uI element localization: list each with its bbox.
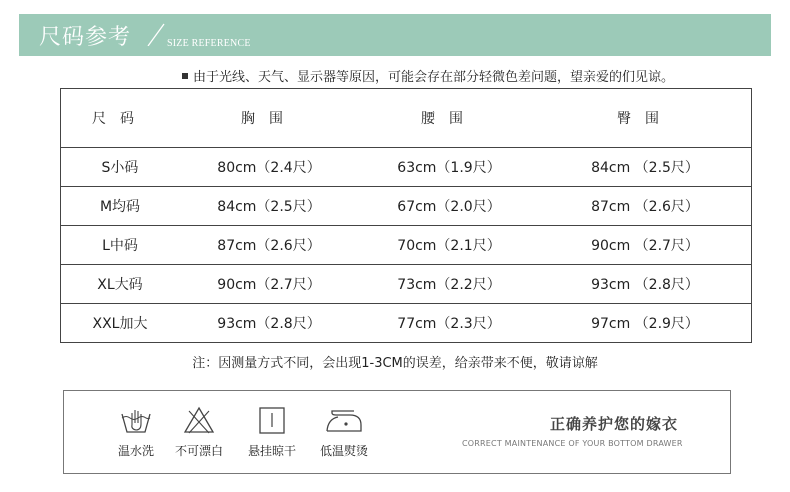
cell-bust: 84cm（2.5尺） [179, 187, 359, 226]
page-subtitle: SIZE REFERENCE [167, 38, 251, 49]
cell-size: L中码 [61, 226, 180, 265]
cell-waist: 73cm（2.2尺） [359, 265, 539, 304]
cell-hip: 90cm （2.7尺） [539, 226, 752, 265]
bullet-icon [182, 73, 188, 79]
care-label: 温水洗 [117, 444, 154, 458]
cell-waist: 77cm（2.3尺） [359, 304, 539, 343]
care-instructions-box [63, 390, 731, 474]
size-table [60, 88, 752, 343]
cell-hip: 97cm （2.9尺） [539, 304, 752, 343]
cell-size: XL大码 [61, 265, 180, 304]
care-title: 正确养护您的嫁衣 [550, 415, 679, 433]
cell-size: S小码 [61, 148, 180, 187]
cell-bust: 87cm（2.6尺） [179, 226, 359, 265]
cell-bust: 93cm（2.8尺） [179, 304, 359, 343]
line-dry-icon [255, 405, 289, 435]
table-row [61, 265, 752, 304]
table-row [61, 226, 752, 265]
care-item-line-dry [237, 405, 307, 459]
no-bleach-icon [182, 405, 216, 435]
cell-size: M均码 [61, 187, 180, 226]
header-waist: 腰围 [421, 111, 477, 127]
care-subtitle: CORRECT MAINTENANCE OF YOUR BOTTOM DRAWER [462, 439, 683, 448]
care-item-hand-wash [101, 405, 171, 459]
cell-bust: 80cm（2.4尺） [179, 148, 359, 187]
cell-size: XXL加大 [61, 304, 180, 343]
cell-waist: 63cm（1.9尺） [359, 148, 539, 187]
table-row [61, 187, 752, 226]
header-hip: 臀围 [617, 111, 673, 127]
hand-wash-icon [119, 405, 153, 435]
care-label: 悬挂晾干 [247, 444, 296, 458]
slash-divider-icon [144, 22, 168, 46]
header-banner [19, 14, 771, 56]
measurement-footnote: 注：因测量方式不同，会出现1-3CM的误差，给亲带来不便，敬请谅解 [192, 356, 598, 371]
care-item-low-iron [309, 405, 379, 459]
page-title: 尺码参考 [39, 25, 132, 50]
cell-waist: 70cm（2.1尺） [359, 226, 539, 265]
header-bust: 胸围 [241, 111, 297, 127]
cell-hip: 87cm （2.6尺） [539, 187, 752, 226]
table-header-row [61, 89, 752, 148]
cell-waist: 67cm（2.0尺） [359, 187, 539, 226]
low-iron-icon [324, 405, 364, 435]
table-row [61, 304, 752, 343]
cell-bust: 90cm（2.7尺） [179, 265, 359, 304]
color-notice [182, 66, 674, 85]
cell-hip: 93cm （2.8尺） [539, 265, 752, 304]
care-label: 低温熨烫 [319, 444, 368, 458]
cell-hip: 84cm （2.5尺） [539, 148, 752, 187]
care-item-no-bleach [164, 405, 234, 459]
table-row [61, 148, 752, 187]
care-label: 不可漂白 [174, 444, 223, 458]
header-size: 尺码 [92, 111, 148, 127]
notice-text: 由于光线、天气、显示器等原因，可能会存在部分轻微色差问题，望亲爱的们见谅。 [193, 70, 675, 85]
